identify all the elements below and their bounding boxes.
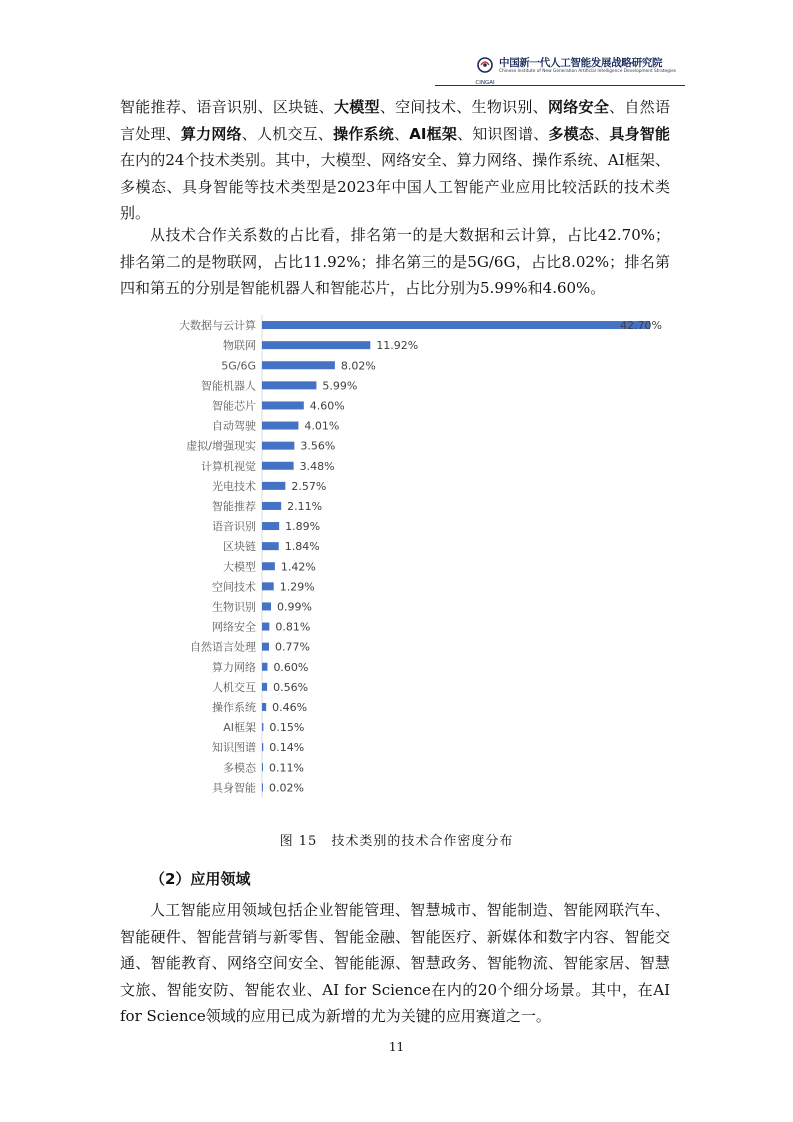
intro-text-segment: 、知识图谱、 bbox=[457, 124, 549, 143]
highlighted-term: 多模态 bbox=[548, 124, 595, 143]
page-number: 11 bbox=[388, 1040, 405, 1054]
bar-value-label: 0.99% bbox=[276, 600, 312, 614]
category-tick-label: 物联网 bbox=[223, 339, 256, 353]
bar bbox=[262, 683, 267, 691]
bar-value-label: 0.02% bbox=[269, 781, 304, 795]
tech-category-bar-chart bbox=[150, 305, 670, 815]
category-tick-label: 智能芯片 bbox=[212, 399, 256, 413]
bar bbox=[262, 522, 279, 530]
category-tick-label: 计算机视觉 bbox=[201, 459, 256, 473]
category-tick-label: 区块链 bbox=[223, 540, 256, 554]
bar-value-label: 42.70% bbox=[620, 319, 662, 333]
category-tick-label: 算力网络 bbox=[212, 660, 256, 674]
org-name-english: Chinese Institute of New Generation Artificial Intelligence Development Strategies bbox=[499, 69, 676, 74]
intro-text-segment: 、人机交互、 bbox=[241, 124, 334, 143]
bar-value-label: 0.11% bbox=[269, 761, 304, 775]
bar-value-label: 0.60% bbox=[273, 660, 309, 674]
bar-value-label: 4.01% bbox=[304, 419, 340, 433]
bar-value-label: 0.46% bbox=[272, 700, 308, 714]
bar bbox=[262, 542, 279, 550]
bar bbox=[262, 462, 294, 470]
bar bbox=[262, 703, 266, 711]
bar-value-label: 1.29% bbox=[279, 580, 315, 594]
page-header bbox=[435, 52, 685, 86]
highlighted-term: 算力网络 bbox=[180, 124, 242, 143]
bar bbox=[262, 482, 285, 490]
category-tick-label: 自然语言处理 bbox=[190, 640, 256, 654]
bar bbox=[262, 582, 274, 590]
bar bbox=[262, 562, 275, 570]
highlighted-term: 具身智能 bbox=[609, 124, 670, 143]
bar-value-label: 0.81% bbox=[275, 620, 311, 634]
bar-value-label: 1.42% bbox=[280, 560, 316, 574]
intro-text-segment: 、 bbox=[394, 124, 410, 143]
bar-value-label: 3.56% bbox=[300, 439, 336, 453]
bar bbox=[262, 663, 267, 671]
bar-value-label: 0.14% bbox=[269, 741, 305, 755]
category-tick-label: 多模态 bbox=[223, 761, 256, 775]
bar bbox=[262, 763, 263, 771]
application-paragraph: 人工智能应用领域包括企业智能管理、智慧城市、智能制造、智能网联汽车、智能硬件、智能营销与新零售、智能金融、智能医疗、新媒体和数字内容、智能交通、智能教育、网络空间安全、智能能源、智慧政务、智能物流、智能家居、智慧文旅、智能安防、智能农业、AI for Science在内的20个细分场景。其中，在AI for Science领域的应用已成为新增的尤为关键的应用赛道之一。 bbox=[120, 901, 670, 1025]
figure-caption: 图 15 技术类别的技术合作密度分布 bbox=[279, 834, 514, 849]
category-tick-label: 人机交互 bbox=[212, 680, 256, 694]
category-tick-label: 网络安全 bbox=[212, 620, 256, 634]
category-tick-label: 自动驾驶 bbox=[212, 419, 256, 433]
category-tick-label: 智能推荐 bbox=[212, 499, 256, 513]
bar bbox=[262, 643, 269, 651]
category-tick-label: 光电技术 bbox=[212, 479, 256, 493]
category-tick-label: 智能机器人 bbox=[201, 379, 256, 393]
logo-wordmark bbox=[471, 78, 499, 85]
bar-value-label: 8.02% bbox=[340, 359, 376, 373]
bar-value-label: 0.15% bbox=[269, 721, 305, 735]
bar-value-label: 5.99% bbox=[322, 379, 358, 393]
bar bbox=[262, 442, 294, 450]
highlighted-term: 操作系统 bbox=[333, 124, 394, 143]
category-tick-label: 知识图谱 bbox=[212, 741, 256, 755]
category-tick-label: 大模型 bbox=[223, 560, 256, 574]
category-tick-label: 语音识别 bbox=[212, 520, 256, 534]
bar bbox=[262, 401, 304, 409]
category-tick-label: 空间技术 bbox=[212, 580, 256, 594]
bar-value-label: 3.48% bbox=[299, 459, 335, 473]
bar bbox=[262, 723, 263, 731]
intro-text-segment: 智能推荐、语音识别、区块链、 bbox=[120, 98, 334, 116]
header-divider bbox=[435, 85, 685, 86]
category-tick-label: 生物识别 bbox=[212, 600, 256, 614]
bar-value-label: 4.60% bbox=[309, 399, 345, 413]
chart-svg bbox=[150, 305, 670, 815]
category-tick-label: 大数据与云计算 bbox=[179, 319, 256, 333]
bar bbox=[262, 743, 263, 751]
bar bbox=[262, 321, 650, 329]
bar-value-label: 1.84% bbox=[284, 540, 320, 554]
bar bbox=[262, 381, 316, 389]
section-title: （2）应用领域 bbox=[150, 870, 251, 888]
bar bbox=[262, 602, 271, 610]
intro-text-segment: 、空间技术、生物识别、 bbox=[379, 98, 548, 116]
bar bbox=[262, 783, 263, 791]
bar-value-label: 2.11% bbox=[287, 499, 323, 513]
category-tick-label: 5G/6G bbox=[221, 359, 256, 373]
bar bbox=[262, 422, 298, 430]
intro-text-segment: 在内的24个技术类别。其中，大模型、网络安全、算力网络、操作系统、AI框架、多模态、具身智能等技术类型是2023年中国人工智能产业应用比较活跃的技术类别。 bbox=[120, 151, 670, 222]
org-name: 中国新一代人工智能发展战略研究院 bbox=[499, 57, 663, 69]
highlighted-term: 大模型 bbox=[333, 98, 380, 116]
bar bbox=[262, 341, 370, 349]
bar-value-label: 1.89% bbox=[285, 520, 321, 534]
bar bbox=[262, 502, 281, 510]
svg-text:CINGAI: CINGAI bbox=[475, 80, 495, 85]
ranking-paragraph: 从技术合作关系数的占比看，排名第一的是大数据和云计算，占比42.70%；排名第二的是物联网，占比11.92%；排名第三的是5G/6G，占比8.02%；排名第四和第五的分别是智能机器人和智能芯片，占比分别为5.99%和4.60%。 bbox=[120, 226, 670, 297]
bar-value-label: 0.56% bbox=[273, 680, 309, 694]
bar bbox=[262, 623, 269, 631]
highlighted-term: AI框架 bbox=[409, 124, 458, 143]
bar-value-label: 11.92% bbox=[376, 339, 419, 353]
category-tick-label: 具身智能 bbox=[212, 781, 256, 795]
category-tick-label: 操作系统 bbox=[212, 700, 256, 714]
bar bbox=[262, 361, 335, 369]
intro-text-segment: 、自然语言处理、 bbox=[120, 98, 670, 143]
highlighted-term: 网络安全 bbox=[547, 98, 610, 116]
intro-text-segment: 、 bbox=[594, 124, 610, 143]
bar-value-label: 2.57% bbox=[291, 479, 327, 493]
category-tick-label: AI框架 bbox=[223, 721, 256, 735]
category-tick-label: 虚拟/增强现实 bbox=[186, 439, 256, 453]
bar-value-label: 0.77% bbox=[274, 640, 310, 654]
intro-paragraph bbox=[120, 94, 670, 227]
institute-logo-icon bbox=[475, 56, 495, 78]
